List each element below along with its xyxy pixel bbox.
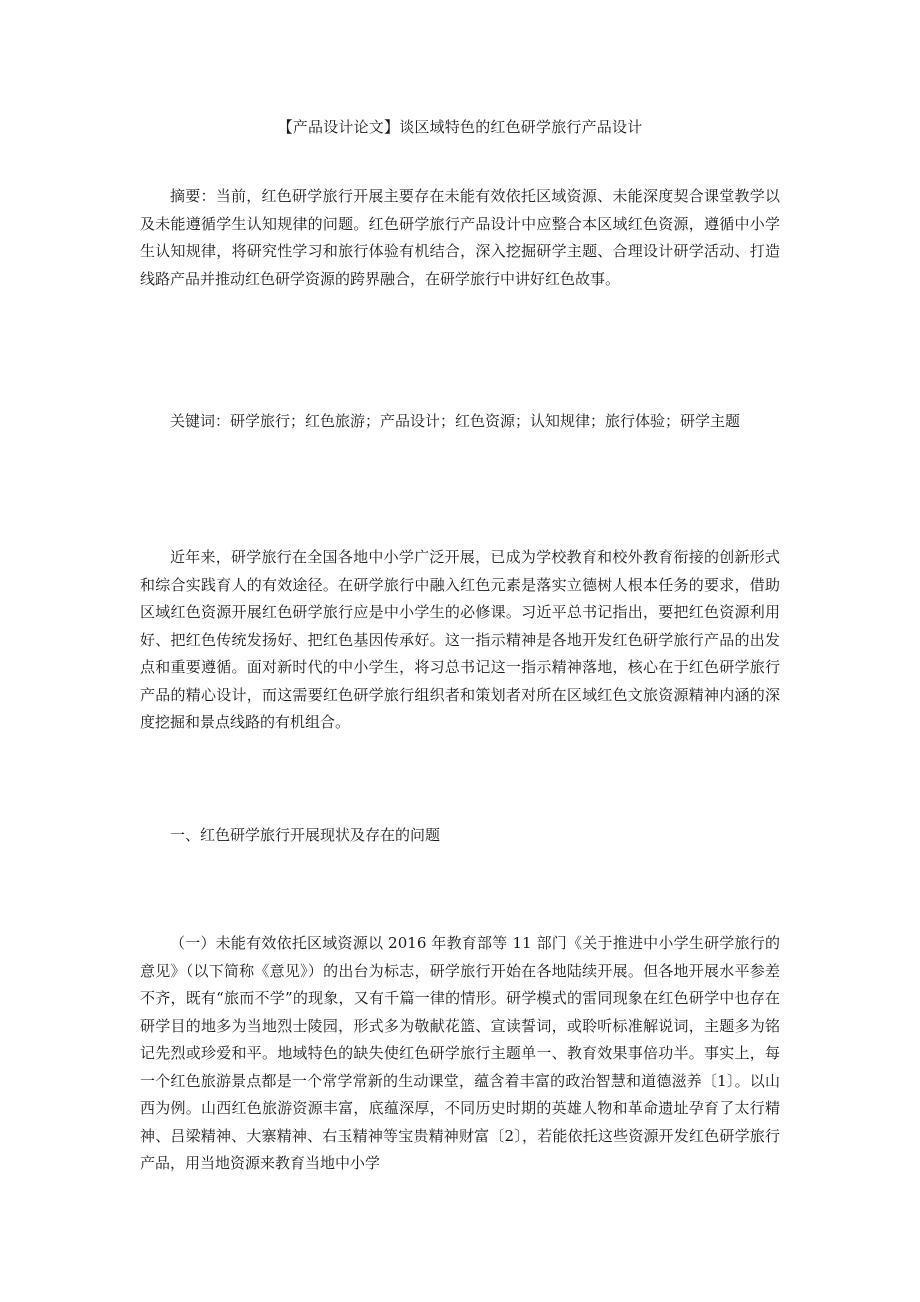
section-heading: 一、红色研学旅行开展现状及存在的问题 — [170, 826, 441, 844]
document-title: 【产品设计论文】谈区域特色的红色研学旅行产品设计 — [277, 118, 643, 136]
intro-paragraph: 近年来，研学旅行在全国各地中小学广泛开展，已成为学校教育和校外教育衔接的创新形式和综合实践育人的有效途径。在研学旅行中融入红色元素是落实立德树人根本任务的要求，借助区域红色资源开展红色研学旅行应是中小学生的必修课。习近平总书记指出，要把红色资源利用好、把红色传统发扬好、把红色基因传承好。这一指示精神是各地开发红色研学旅行产品的出发点和重要遵循。面对新时代的中小学生，将习总书记这一指示精神落地，核心在于红色研学旅行产品的精心设计，而这需要红色研学旅行组织者和策划者对所在区域红色文旅资源精神内涵的深度挖掘和景点线路的有机组合。 — [140, 548, 780, 731]
section-1-paragraph: （一）未能有效依托区域资源以 2016 年教育部等 11 部门《关于推进中小学生研学旅行的意见》（以下简称《意见》）的出台为标志，研学旅行开始在各地陆续开展。但各地开展水平参差不齐，既有“旅而不学”的现象，又有千篇一律的情形。研学模式的雷同现象在红色研学中也存在研学目的地多为当地烈士陵园，形式多为敬献花篮、宣读誓词，或聆听标准解说词，主题多为铭记先烈或珍爱和平。地域特色的缺失使红色研学旅行主题单一、教育效果事倍功半。事实上，每一个红色旅游景点都是一个常学常新的生动课堂，蕴含着丰富的政治智慧和道德滋养〔1〕。以山西为例。山西红色旅游资源丰富，底蕴深厚，不同历史时期的英雄人物和革命遗址孕育了太行精神、吕梁精神、大寨精神、右玉精神等宝贵精神财富〔2〕，若能依托这些资源开发红色研学旅行产品，用当地资源来教育当地中小学 — [140, 934, 780, 1172]
abstract-paragraph: 摘要：当前，红色研学旅行开展主要存在未能有效依托区域资源、未能深度契合课堂教学以及未能遵循学生认知规律的问题。红色研学旅行产品设计中应整合本区域红色资源，遵循中小学生认知规律，将研究性学习和旅行体验有机结合，深入挖掘研学主题、合理设计研学活动、打造线路产品并推动红色研学资源的跨界融合，在研学旅行中讲好红色故事。 — [140, 187, 780, 288]
keywords-paragraph: 关键词：研学旅行；红色旅游；产品设计；红色资源；认知规律；旅行体验；研学主题 — [170, 412, 741, 430]
